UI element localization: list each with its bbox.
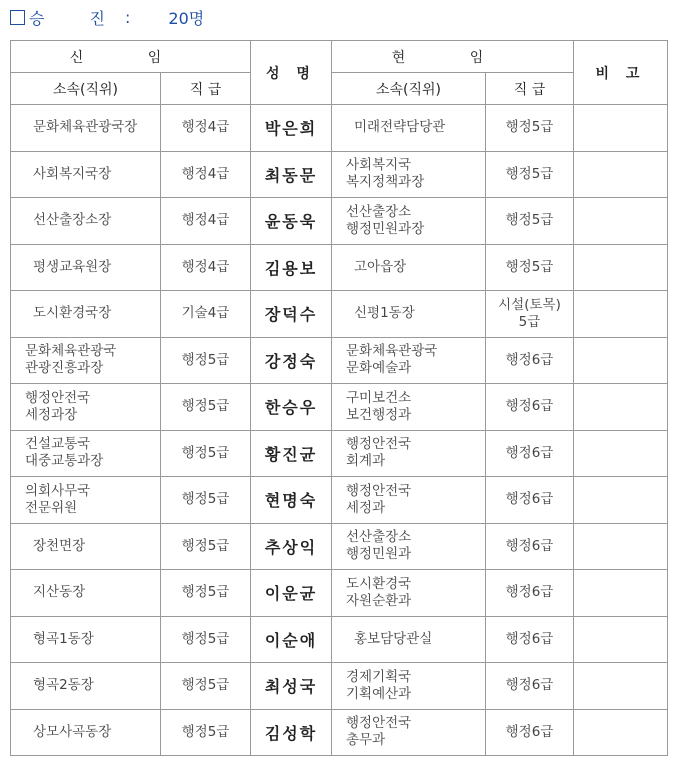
person-name-cell [251,291,332,338]
person-name-cell [251,709,332,756]
current-position-cell [332,709,486,756]
current-grade-cell [486,477,574,524]
new-grade-cell [161,151,251,198]
table-row [11,337,668,384]
current-grade-cell-text: 행정6급 [505,677,554,694]
new-grade-cell [161,663,251,710]
new-position-cell [11,244,161,291]
current-grade-cell [486,151,574,198]
current-grade-cell-text: 행정6급 [505,351,554,368]
new-position-cell-line: 도시환경국장 [33,305,112,322]
table-row [11,430,668,477]
new-position-cell [11,384,161,431]
name-header: 성 명 [251,41,332,105]
current-position-cell [332,198,486,245]
current-position-cell [332,477,486,524]
new-grade-cell-text: 행정5급 [181,537,230,554]
new-grade-cell [161,337,251,384]
table-row [11,477,668,524]
note-cell [574,663,668,710]
new-grade-cell [161,523,251,570]
note-cell [574,198,668,245]
current-position-cell-line: 복지정책과장 [346,174,425,191]
new-position-cell [11,477,161,524]
current-position-cell-line: 문화예술과 [346,360,412,377]
current-grade-cell-text: 행정6급 [505,584,554,601]
person-name-cell [251,523,332,570]
new-grade-cell [161,105,251,152]
current-position-cell [332,337,486,384]
current-position-cell-line: 행정민원과 [346,546,412,563]
current-grade-cell [486,337,574,384]
current-position-cell-line: 선산출장소 [346,203,412,220]
new-grade-cell-text: 행정5급 [181,351,230,368]
current-grade-cell [486,291,574,338]
current-position-cell [332,570,486,617]
person-name-cell [251,244,332,291]
new-grade-cell [161,291,251,338]
current-position-cell-line: 행정민원과장 [346,220,425,237]
current-grade-cell [486,663,574,710]
new-position-cell [11,709,161,756]
heading-label: 승 진 [29,8,125,28]
new-affiliation-header: 소속(직위) [11,73,161,105]
current-grade-cell [486,198,574,245]
new-grade-cell-text: 행정4급 [181,258,230,275]
current-grade-cell-text: 행정5급 [505,165,554,182]
person-name-cell [251,384,332,431]
new-group-header: 신 임 [11,41,251,73]
current-position-cell-line: 도시환경국 [346,575,412,592]
new-position-cell-line: 전문위원 [25,499,78,516]
current-position-cell-line: 행정안전국 [346,482,412,499]
note-cell [574,244,668,291]
note-cell [574,570,668,617]
note-cell [574,384,668,431]
new-grade-cell-text: 행정4급 [181,165,230,182]
new-grade-header: 직 급 [161,73,251,105]
new-grade-cell-text: 행정5급 [181,723,230,740]
new-position-cell-line: 문화체육관광국장 [33,119,138,136]
person-name-cell-text: 이운균 [264,584,318,604]
new-grade-cell-text: 행정5급 [181,630,230,647]
person-name-cell-text: 강정숙 [264,351,318,371]
new-position-cell-line: 세정과장 [25,406,78,423]
section-heading [10,4,204,30]
current-position-cell-line: 자원순환과 [346,592,412,609]
table-row [11,198,668,245]
current-position-cell-line: 행정안전국 [346,715,412,732]
new-position-cell-line: 상모사곡동장 [33,723,112,740]
table-row [11,570,668,617]
new-grade-cell-text: 행정5급 [181,584,230,601]
current-position-cell [332,616,486,663]
current-position-cell-line: 문화체육관광국 [346,343,438,360]
person-name-cell-text: 황진균 [264,444,318,464]
person-name-cell [251,198,332,245]
table-row [11,151,668,198]
new-grade-cell [161,198,251,245]
new-grade-cell-text: 행정5급 [181,491,230,508]
new-position-cell [11,151,161,198]
new-position-cell [11,291,161,338]
note-cell [574,523,668,570]
table-row [11,663,668,710]
current-position-cell-line: 미래전략담당관 [354,119,446,136]
heading-count: 20명 [168,8,205,28]
current-grade-cell-text: 행정5급 [505,258,554,275]
new-position-cell-line: 형곡2동장 [33,677,94,694]
table-row [11,105,668,152]
promotion-table [10,40,668,756]
current-grade-cell-text: 행정6급 [505,723,554,740]
new-grade-cell [161,430,251,477]
current-position-cell-line: 경제기획국 [346,668,412,685]
person-name-cell-text: 이순애 [264,630,318,650]
person-name-cell-text: 김용보 [264,258,318,278]
current-grade-cell-text: 행정6급 [505,630,554,647]
table-row [11,291,668,338]
current-position-cell [332,244,486,291]
new-grade-cell-text: 행정5급 [181,398,230,415]
new-grade-cell [161,709,251,756]
new-grade-cell [161,384,251,431]
current-grade-header: 직 급 [486,73,574,105]
current-grade-cell [486,570,574,617]
heading-colon: : [125,7,131,27]
current-position-cell [332,291,486,338]
current-position-cell [332,384,486,431]
note-cell [574,477,668,524]
new-grade-cell [161,616,251,663]
current-grade-cell [486,384,574,431]
person-name-cell-text: 추상익 [264,537,318,557]
table-row [11,244,668,291]
new-position-cell-line: 선산출장소장 [33,212,112,229]
current-position-cell [332,430,486,477]
new-grade-cell-text: 기술4급 [181,305,230,322]
current-position-cell-line: 기획예산과 [346,685,412,702]
new-position-cell-line: 행정안전국 [25,389,91,406]
current-grade-cell [486,709,574,756]
person-name-cell-text: 박은희 [264,119,318,139]
new-grade-cell-text: 행정4급 [181,212,230,229]
table-row [11,384,668,431]
current-grade-cell-text: 행정5급 [505,119,554,136]
current-grade-cell [486,105,574,152]
new-position-cell-line: 관광진흥과장 [25,360,104,377]
person-name-cell [251,151,332,198]
person-name-cell-text: 윤동욱 [264,212,318,232]
current-grade-cell [486,616,574,663]
current-grade-cell-text: 행정5급 [505,212,554,229]
current-grade-cell-text: 행정6급 [505,537,554,554]
new-position-cell-line: 형곡1동장 [33,630,94,647]
new-position-cell [11,570,161,617]
current-grade-cell-text: 시설(토목) 5급 [498,296,561,330]
new-grade-cell [161,477,251,524]
current-grade-cell [486,523,574,570]
person-name-cell [251,477,332,524]
current-affiliation-header: 소속(직위) [332,73,486,105]
current-group-header: 현 임 [332,41,574,73]
current-grade-cell [486,244,574,291]
new-position-cell [11,616,161,663]
current-position-cell-line: 행정안전국 [346,436,412,453]
note-cell [574,337,668,384]
new-position-cell-line: 건설교통국 [25,436,91,453]
current-grade-cell [486,430,574,477]
new-grade-cell-text: 행정5급 [181,444,230,461]
current-position-cell [332,663,486,710]
new-grade-cell-text: 행정4급 [181,119,230,136]
person-name-cell-text: 한승우 [264,398,318,418]
current-position-cell-line: 보건행정과 [346,406,412,423]
person-name-cell-text: 최동문 [264,165,318,185]
note-cell [574,709,668,756]
current-position-cell-line: 홍보담당관실 [354,630,433,647]
current-position-cell [332,151,486,198]
new-position-cell [11,430,161,477]
person-name-cell [251,337,332,384]
person-name-cell [251,105,332,152]
table-row [11,616,668,663]
note-header: 비 고 [574,41,668,105]
current-position-cell-line: 구미보건소 [346,389,412,406]
note-cell [574,291,668,338]
person-name-cell-text: 현명숙 [264,491,318,511]
current-grade-cell-text: 행정6급 [505,398,554,415]
person-name-cell-text: 김성학 [264,723,318,743]
new-position-cell-line: 사회복지국장 [33,165,112,182]
new-grade-cell-text: 행정5급 [181,677,230,694]
note-cell [574,105,668,152]
table-row [11,709,668,756]
new-position-cell [11,337,161,384]
person-name-cell-text: 장덕수 [264,305,318,325]
new-position-cell [11,523,161,570]
new-position-cell-line: 문화체육관광국 [25,343,117,360]
current-grade-cell-text: 행정6급 [505,444,554,461]
new-position-cell-line: 의회사무국 [25,482,91,499]
current-position-cell-line: 고아읍장 [354,258,407,275]
current-position-cell [332,105,486,152]
current-position-cell-line: 총무과 [346,732,386,749]
new-position-cell-line: 평생교육원장 [33,258,112,275]
current-position-cell-line: 회계과 [346,453,386,470]
current-grade-cell-text: 행정6급 [505,491,554,508]
current-position-cell [332,523,486,570]
new-position-cell [11,105,161,152]
new-position-cell-line: 지산동장 [33,584,86,601]
new-position-cell-line: 장천면장 [33,537,86,554]
new-grade-cell [161,570,251,617]
note-cell [574,616,668,663]
new-grade-cell [161,244,251,291]
current-position-cell-line: 선산출장소 [346,529,412,546]
current-position-cell-line: 세정과 [346,499,386,516]
person-name-cell-text: 최성국 [264,677,318,697]
new-position-cell [11,198,161,245]
person-name-cell [251,663,332,710]
person-name-cell [251,570,332,617]
new-position-cell [11,663,161,710]
table-row [11,523,668,570]
note-cell [574,430,668,477]
person-name-cell [251,430,332,477]
checkbox-square-icon [10,10,25,25]
new-position-cell-line: 대중교통과장 [25,453,104,470]
current-position-cell-line: 사회복지국 [346,157,412,174]
note-cell [574,151,668,198]
current-position-cell-line: 신평1동장 [354,305,415,322]
person-name-cell [251,616,332,663]
